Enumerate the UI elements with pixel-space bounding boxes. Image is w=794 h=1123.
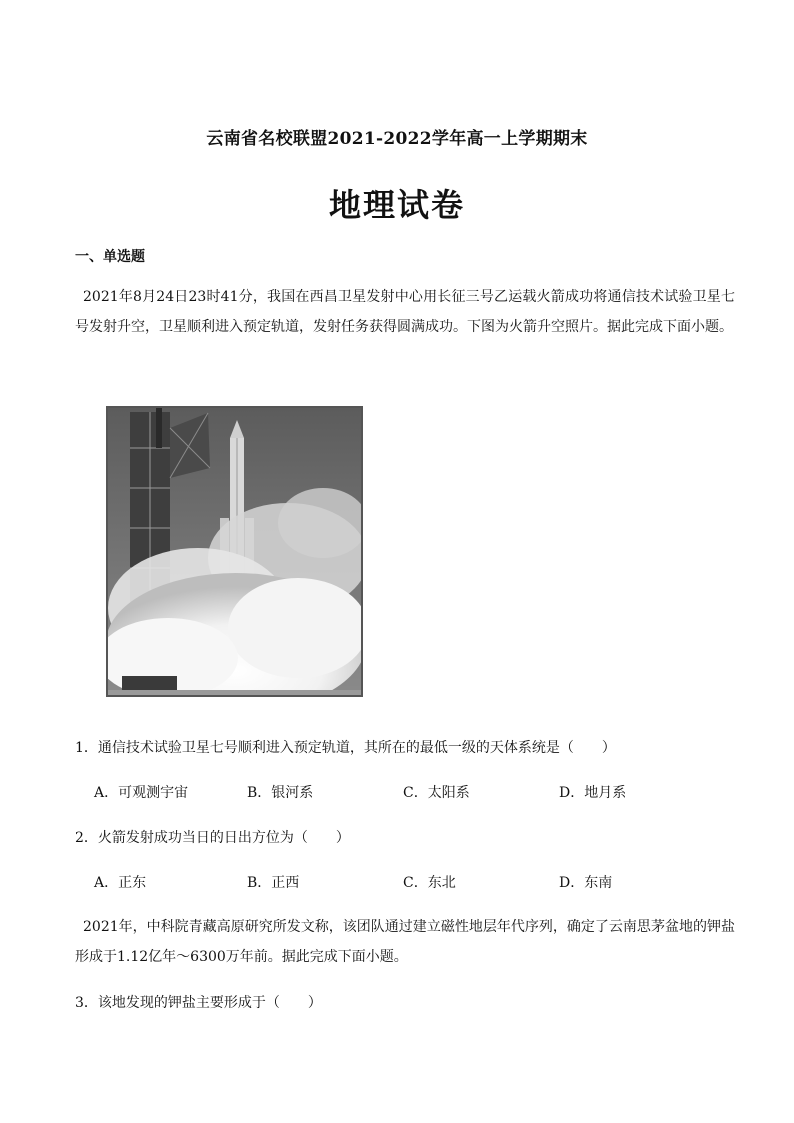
exam-subtitle: 云南省名校联盟2021-2022学年高一上学期期末 [206,129,588,149]
passage-rocket-launch: 2021年8月24日23时41分，我国在西昌卫星发射中心用长征三号乙运载火箭成功将通信技术试验卫星七号发射升空，卫星顺利进入预定轨道，发射任务获得圆满成功。下图为火箭升空照片。据此完成下面小题。 [75,289,735,335]
q1-option-c[interactable]: C．太阳系 [403,785,470,801]
q1-option-a[interactable]: A．可观测宇宙 [94,785,189,801]
q2-option-d[interactable]: D．东南 [559,875,613,891]
rocket-launch-photo [106,406,363,697]
q2-option-b[interactable]: B．正西 [247,875,300,891]
question-3-stem: 3．该地发现的钾盐主要形成于（ ） [75,995,322,1011]
question-2-stem: 2．火箭发射成功当日的日出方位为（ ） [75,830,350,846]
passage-potash: 2021年，中科院青藏高原研究所发文称，该团队通过建立磁性地层年代序列，确定了云南思茅盆地的钾盐形成于1.12亿年～6300万年前。据此完成下面小题。 [75,919,735,965]
q1-option-b[interactable]: B．银河系 [247,785,314,801]
exam-title: 地理试卷 [328,186,465,224]
q2-option-c[interactable]: C．东北 [403,875,456,891]
question-1-stem: 1．通信技术试验卫星七号顺利进入预定轨道，其所在的最低一级的天体系统是（ ） [75,740,616,756]
q1-option-d[interactable]: D．地月系 [559,785,627,801]
section-heading: 一、单选题 [75,249,145,265]
q2-option-a[interactable]: A．正东 [94,875,147,891]
